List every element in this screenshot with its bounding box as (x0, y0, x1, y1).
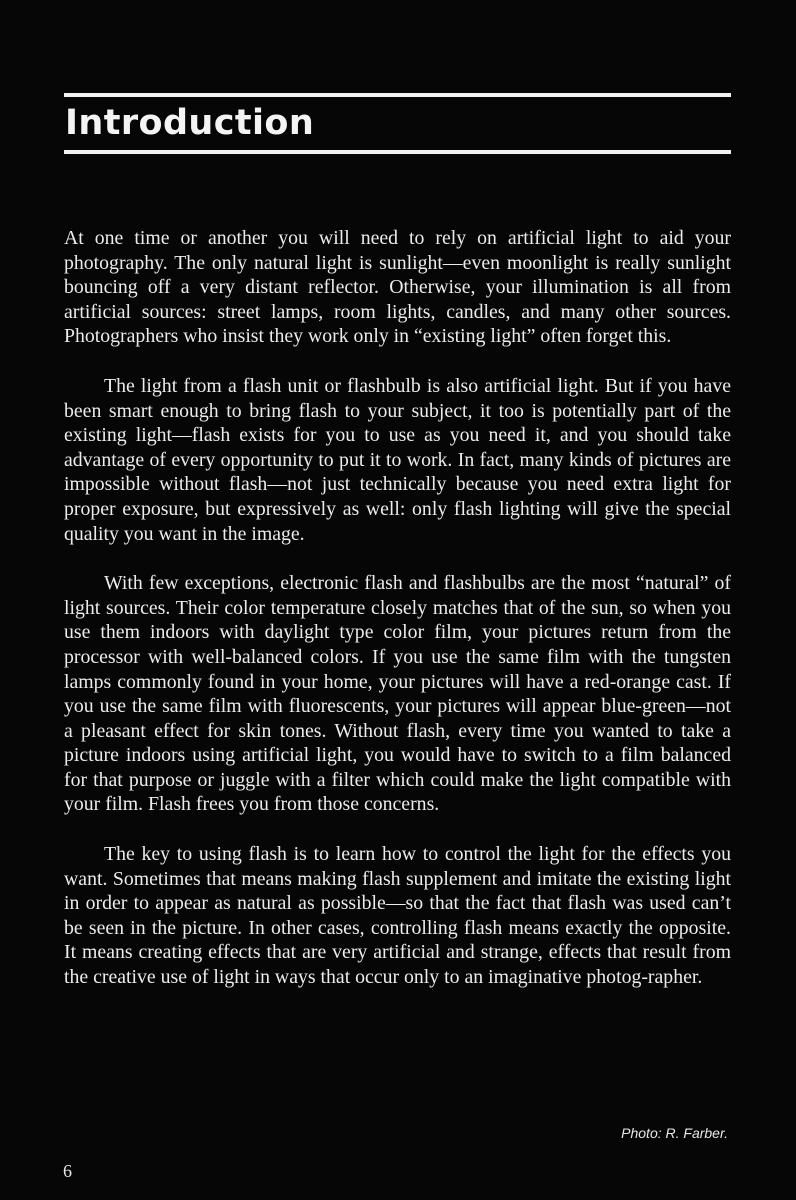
paragraph-2: The light from a flash unit or flashbulb is also artificial light. But if you have been smart enough to bring flash to your subject, it too is potentially part of the existing light—flash exists for you to use as you need it, and you should take advantage of every opportunity to put it to work. In fact, many kinds of pictures are impossible without flash—not just technically because you need extra light for proper exposure, but expressively as well: only flash lighting will give the special quality you want in the image. (64, 374, 731, 545)
paragraph-1: At one time or another you will need to rely on artificial light to aid your photography. The only natural light is sunlight—even moonlight is really sunlight bouncing off a very distant reflector. Otherwise, your illumination is all from artificial sources: street lamps, room lights, candles, and many other sources. Photographers who insist they work only in “existing light” often forget this. (64, 227, 731, 348)
page-number: 6 (63, 1161, 72, 1181)
photo-credit: Photo: R. Farber. (621, 1125, 728, 1141)
paragraph-4: The key to using flash is to learn how to control the light for the effects you want. Sometimes that means making flash supplement and imitate the existing light in order to appear as natural as possible—so that the fact that flash was used can’t be seen in the picture. In other cases, controlling flash means exactly the opposite. It means creating effects that are very artificial and strange, effects that result from the creative use of light in ways that occur only to an imaginative photog-rapher. (64, 843, 731, 989)
chapter-heading: Introduction (65, 103, 315, 143)
heading-top-rule (64, 93, 731, 97)
body-text (64, 226, 731, 1015)
paragraph-3: With few exceptions, electronic flash and flashbulbs are the most “natural” of light sources. Their color temperature closely matches that of the sun, so when you use them indoors with daylight type color film, your pictures return from the processor with well-balanced colors. If you use the same film with the tungsten lamps commonly found in your home, your pictures will have a red-orange cast. If you use the same film with fluorescents, your pictures will appear blue-green—not a pleasant effect for skin tones. Without flash, every time you wanted to take a picture indoors using artificial light, you would have to switch to a film balanced for that purpose or juggle with a filter which could make the light compatible with your film. Flash frees you from those concerns. (64, 572, 731, 816)
heading-bottom-rule (64, 150, 731, 154)
